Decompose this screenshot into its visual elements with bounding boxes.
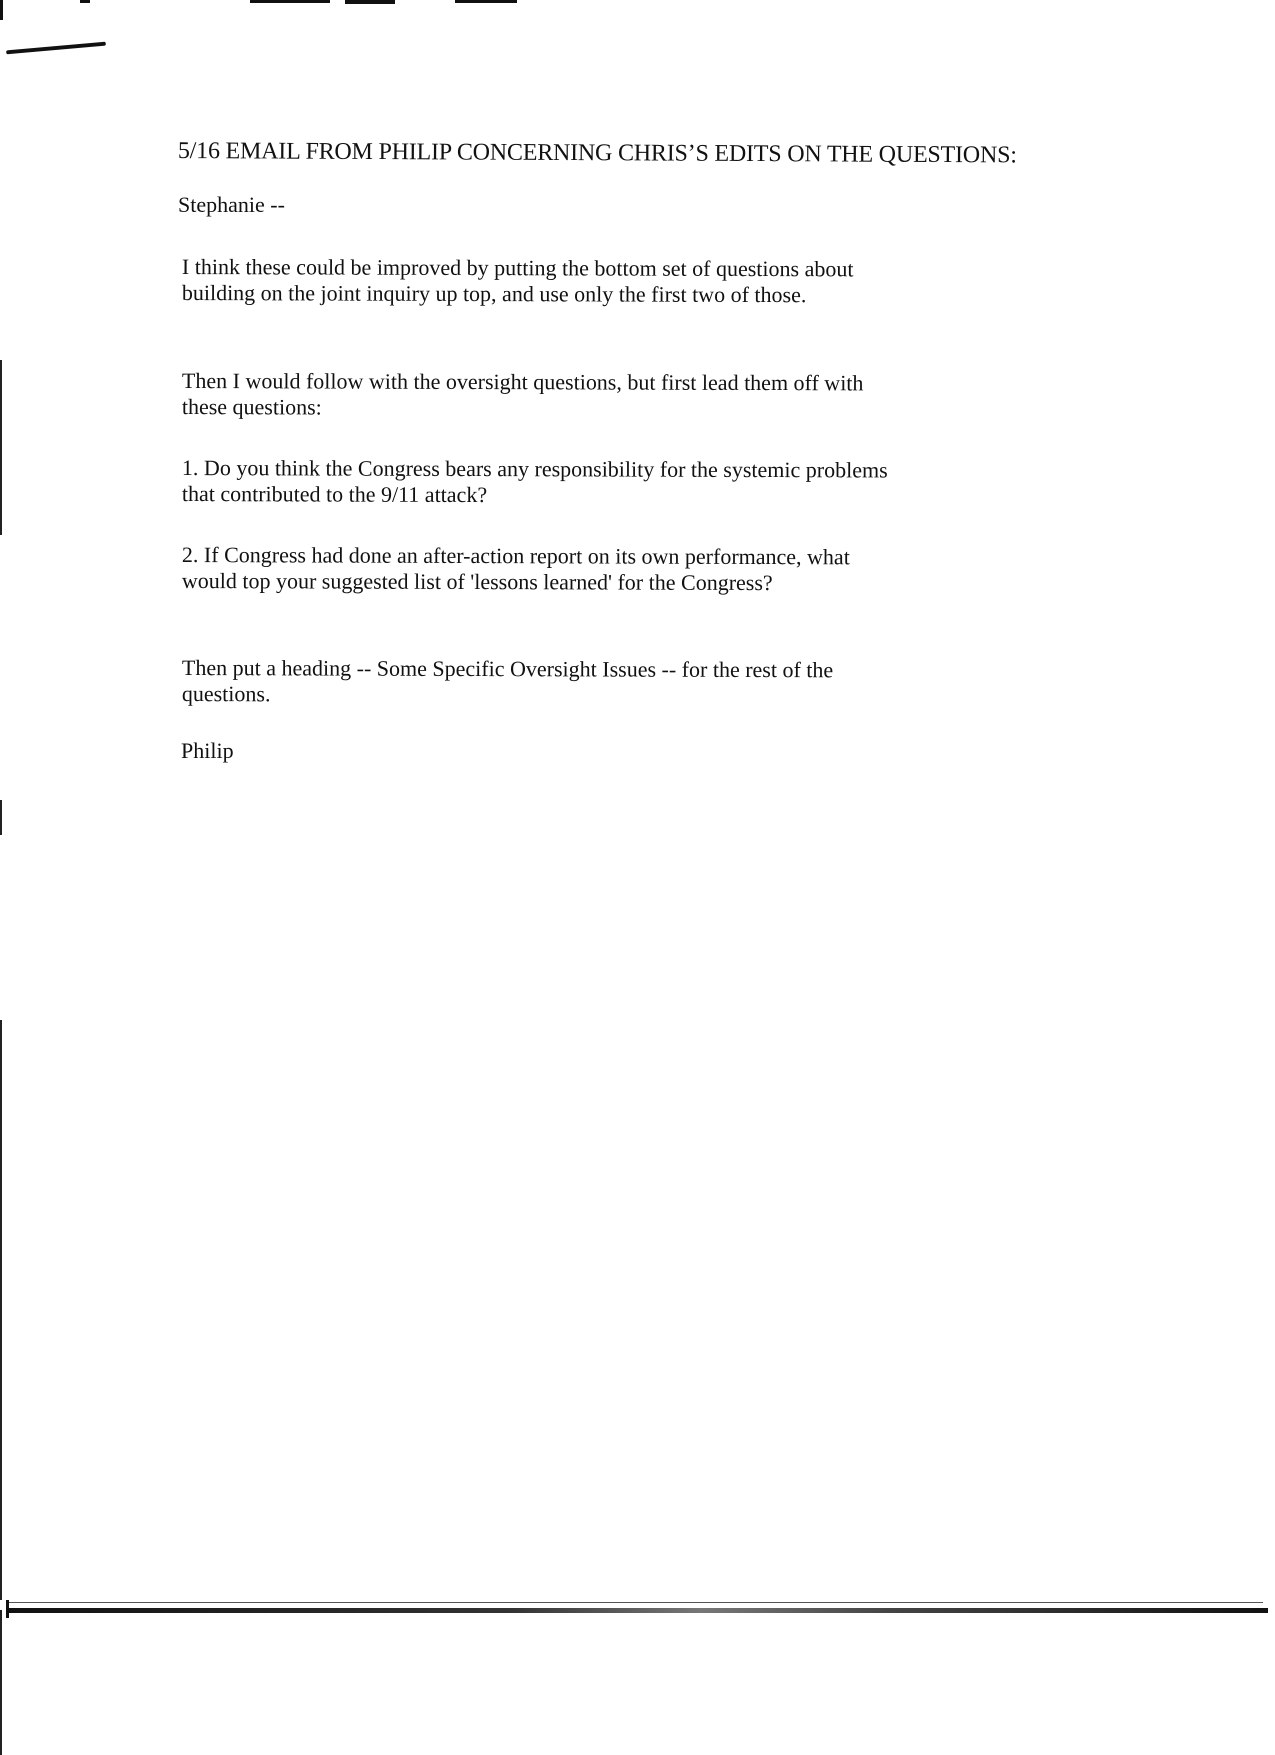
salutation: Stephanie -- [178,192,285,217]
paragraph-1: I think these could be improved by putting the bottom set of questions about building on the joint inquiry up top, and use only the first two of those. [181,254,854,308]
signature: Philip [181,738,234,763]
page-title: 5/16 EMAIL FROM PHILIP CONCERNING CHRIS’S EDITS ON THE QUESTIONS: [177,137,1017,169]
scan-mark-bottom-left [6,1600,9,1618]
scan-mark-top-2 [250,0,330,3]
scan-mark-stroke [6,42,106,55]
scan-rule-thin [8,1602,1263,1603]
scan-edge-left-1 [0,360,2,535]
scan-edge-left-2 [0,800,2,835]
paragraph-heading-instruction: Then put a heading -- Some Specific Oversight Issues -- for the rest of the questions. [181,655,834,707]
scan-rule-bottom [8,1608,1268,1613]
scan-mark-top-5 [0,0,3,20]
scan-edge-left-3 [0,1020,2,1600]
paragraph-2: Then I would follow with the oversight questions, but first lead them off with these questions: [181,368,864,420]
question-1: 1. Do you think the Congress bears any responsibility for the systemic problems that contributed to the 9/11 attack? [181,455,888,508]
scan-mark-top-3 [345,0,395,4]
question-2: 2. If Congress had done an after-action report on its own performance, what would top your suggested list of 'lessons learned' for the Congress? [181,542,850,596]
scan-edge-left-4 [0,1610,2,1755]
scan-mark-top-1 [80,0,90,3]
scan-mark-top-4 [455,0,517,3]
